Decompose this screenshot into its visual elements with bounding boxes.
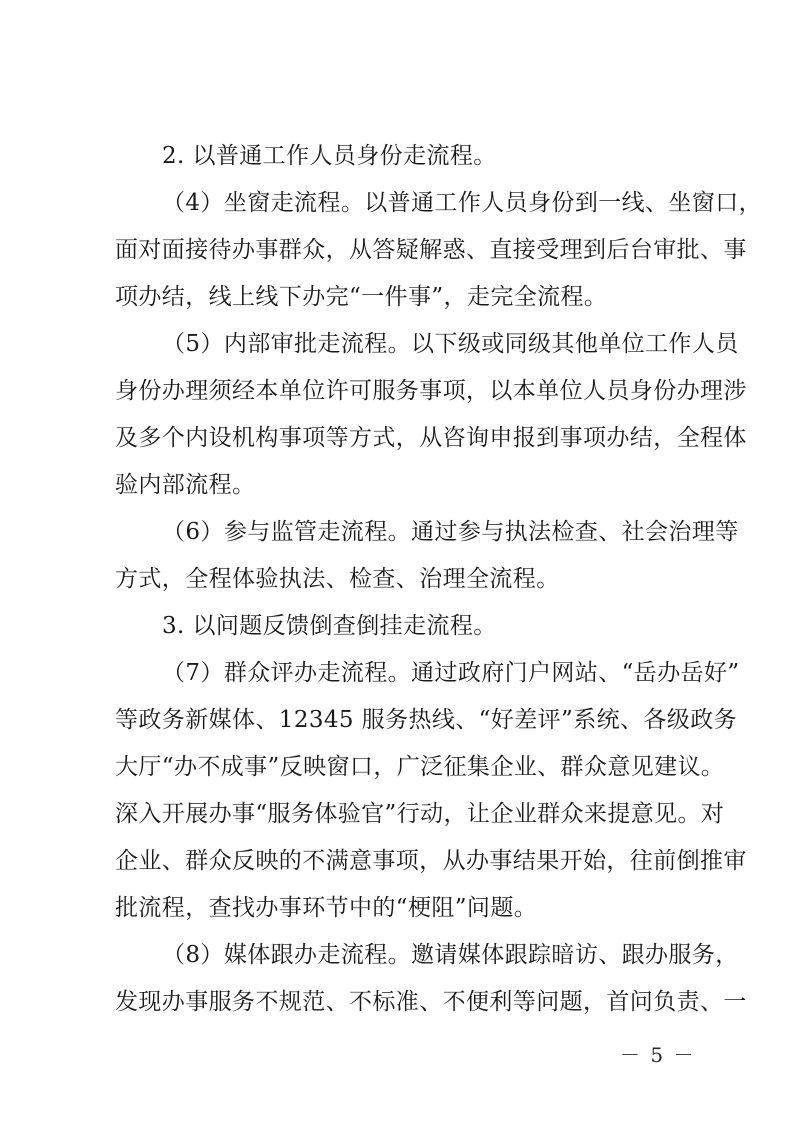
section-heading-3: 3. 以问题反馈倒查倒挂走流程。 bbox=[162, 613, 497, 639]
paragraph-5-line-1: （5）内部审批走流程。以下级或同级其他单位工作人员 bbox=[162, 331, 739, 357]
paragraph-5-line-4: 验内部流程。 bbox=[115, 472, 256, 498]
paragraph-7-line-1: （7）群众评办走流程。通过政府门户网站、“岳办岳好” bbox=[162, 660, 740, 686]
paragraph-7-line-5: 企业、群众反映的不满意事项，从办事结果开始，往前倒推审 bbox=[115, 848, 747, 874]
paragraph-6-line-2: 方式，全程体验执法、检查、治理全流程。 bbox=[115, 566, 560, 592]
paragraph-4-line-1: （4）坐窗走流程。以普通工作人员身份到一线、坐窗口， bbox=[162, 190, 763, 216]
section-heading-2: 2. 以普通工作人员身份走流程。 bbox=[162, 143, 497, 169]
paragraph-8-line-2: 发现办事服务不规范、不标准、不便利等问题，首问负责、一 bbox=[115, 989, 747, 1015]
page-number: － 5 － bbox=[620, 1043, 696, 1067]
paragraph-7-line-6: 批流程，查找办事环节中的“梗阻”问题。 bbox=[115, 895, 538, 921]
paragraph-8-line-1: （8）媒体跟办走流程。邀请媒体跟踪暗访、跟办服务， bbox=[162, 942, 739, 968]
paragraph-5-line-2: 身份办理须经本单位许可服务事项，以本单位人员身份办理涉 bbox=[115, 378, 747, 404]
paragraph-6-line-1: （6）参与监管走流程。通过参与执法检查、社会治理等 bbox=[162, 519, 739, 545]
paragraph-7-line-2: 等政务新媒体、12345 服务热线、“好差评”系统、各级政务 bbox=[115, 707, 737, 733]
paragraph-5-line-3: 及多个内设机构事项等方式，从咨询申报到事项办结，全程体 bbox=[115, 425, 747, 451]
paragraph-4-line-2: 面对面接待办事群众，从答疑解惑、直接受理到后台审批、事 bbox=[115, 237, 747, 263]
paragraph-7-line-4: 深入开展办事“服务体验官”行动，让企业群众来提意见。对 bbox=[115, 801, 725, 827]
paragraph-4-line-3: 项办结，线上线下办完“一件事”，走完全流程。 bbox=[115, 284, 608, 310]
paragraph-7-line-3: 大厅“办不成事”反映窗口，广泛征集企业、群众意见建议。 bbox=[115, 754, 725, 780]
